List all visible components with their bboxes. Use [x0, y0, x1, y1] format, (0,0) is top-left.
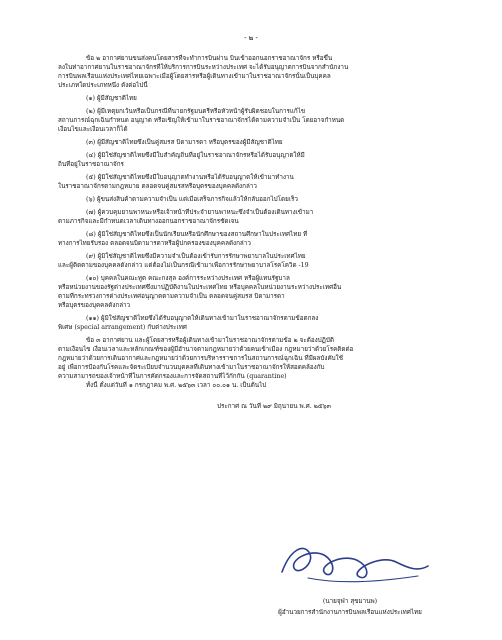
page-number: - ๒ -: [244, 34, 258, 42]
text-line: ข้อ ๓ อากาศยาน และผู้โดยสารหรือผู้เดินทางเข้ามาในราชอาณาจักรตามข้อ ๒ จะต้องปฏิบัติ: [86, 337, 334, 344]
text-line: พิเศษ (special arrangement) กับต่างประเทศ: [58, 324, 187, 331]
text-line: (๕) ผู้มิใช่สัญชาติไทยซึ่งมีใบอนุญาตทำงานหรือได้รับอนุญาตให้เข้ามาทำงาน: [86, 174, 294, 181]
text-line: (๑) ผู้มีสัญชาติไทย: [86, 95, 137, 102]
text-line: ถิ่นที่อยู่ในราชอาณาจักร: [58, 161, 124, 168]
text-line: ข้อ ๒ อากาศยานขนส่งคนโดยสารที่จะทำการบินผ่าน บินเข้าออกนอกราชอาณาจักร หรือขึ้น: [86, 55, 333, 62]
text-line: (๖) ผู้ขนส่งสินค้าตามความจำเป็น แต่เมื่อเสร็จภารกิจแล้วให้กลับออกไปโดยเร็ว: [86, 196, 298, 203]
text-line: ลงในท่าอากาศยานในราชอาณาจักรที่ให้บริการการบินระหว่างประเทศ จะได้รับอนุญาตการบินจากสำนักงาน: [58, 64, 349, 71]
signatory-title: ผู้อำนวยการสำนักงานการบินพลเรือนแห่งประเทศไทย: [278, 609, 422, 616]
text-line: ตามที่กระทรวงการต่างประเทศอนุญาตตามความจำเป็น ตลอดจนคู่สมรส บิดามารดา: [58, 293, 285, 300]
text-line: และผู้ติดตามของบุคคลดังกล่าว แต่ต้องไม่เป็นกรณีเข้ามาเพื่อการรักษาพยาบาลโรคโควิด -19: [58, 262, 309, 269]
announcement-body: [58, 54, 450, 411]
text-line: กฎหมายว่าด้วยการเดินอากาศและกฎหมายว่าด้วยการบริหารราชการในสถานการณ์ฉุกเฉิน ที่มีผลบังคับใช้: [58, 355, 344, 362]
text-line: การบินพลเรือนแห่งประเทศไทยเฉพาะเมื่อผู้โดยสารหรือผู้เดินทางเข้ามาในราชอาณาจักรนั้นเป็นบุคคล: [58, 73, 331, 80]
text-line: (๘) ผู้มิใช่สัญชาติไทยซึ่งเป็นนักเรียนหรือนักศึกษาของสถานศึกษาในประเทศไทย ที่: [86, 231, 308, 238]
text-line: ความสามารถของเจ้าหน้าที่ในการคัดกรองและการจัดสถานที่ไว้กักกัน (quarantine): [58, 373, 287, 380]
text-line: (๒) ผู้มีเหตุยกเว้นหรือเป็นกรณีที่นายกรัฐมนตรีหรือหัวหน้าผู้รับผิดชอบในการแก้ไข: [86, 108, 306, 115]
text-line: ประเภทใดประเภทหนึ่ง ดังต่อไปนี้: [58, 82, 148, 89]
section-gap: [58, 390, 450, 402]
text-line: ทั้งนี้ ตั้งแต่วันที่ ๑ กรกฎาคม พ.ศ. ๒๕๖๓ เวลา ๐๐.๐๑ น. เป็นต้นไป: [86, 382, 267, 389]
text-line: (๓) ผู้มีสัญชาติไทยซึ่งเป็นคู่สมรส บิดามารดา หรือบุตรของผู้มีสัญชาติไทย: [86, 139, 283, 146]
text-line: (๔) ผู้มิใช่สัญชาติไทยซึ่งมีใบสำคัญถิ่นที่อยู่ในราชอาณาจักรหรือได้รับอนุญาตให้มี: [86, 152, 305, 159]
text-line: ในราชอาณาจักรตามกฎหมาย ตลอดจนคู่สมรสหรือบุตรของบุคคลดังกล่าว: [58, 183, 257, 190]
signatory-name: (นายจุฬา สุขมานพ): [322, 598, 378, 605]
text-line: (๑๐) บุคคลในคณะทูต คณะกงสุล องค์การระหว่างประเทศ หรือผู้แทนรัฐบาล: [86, 275, 290, 282]
text-line: (๗) ผู้ควบคุมยานพาหนะหรือเจ้าหน้าที่ประจำยานพาหนะซึ่งจำเป็นต้องเดินทางเข้ามา: [86, 209, 314, 216]
text-line: ตามเงื่อนไข เงื่อนเวลาและหลักเกณฑ์ของผู้มีอำนาจตามกฎหมายว่าด้วยคนเข้าเมือง กฎหมายว่าด้วยโรคติดต่อ: [58, 346, 354, 353]
handwritten-signature: [268, 532, 438, 594]
text-line: หรือหน่วยงานของรัฐต่างประเทศซึ่งมาปฏิบัติงานในประเทศไทย หรือบุคคลในหน่วยงานระหว่างประเทศอื่น: [58, 284, 342, 291]
text-line: (๑๑) ผู้มิใช่สัญชาติไทยซึ่งได้รับอนุญาตให้เดินทางเข้ามาในราชอาณาจักรตามข้อตกลง: [86, 315, 319, 322]
text-line: ประกาศ ณ วันที่ ๒๙ มิถุนายน พ.ศ. ๒๕๖๓: [217, 403, 331, 410]
text-line: ทางการไทยรับรอง ตลอดจนบิดามารดาหรือผู้ปกครองของบุคคลดังกล่าว: [58, 240, 251, 247]
text-line: อยู่ เพื่อการป้องกันโรคและจัดระเบียบจำนวนบุคคลที่เดินทางเข้ามาในราชอาณาจักรให้สอดคล้องกับ: [58, 364, 325, 371]
text-line: ตามภารกิจและมีกำหนดเวลาเดินทางออกนอกราชอาณาจักรชัดเจน: [58, 218, 239, 225]
text-line: หรือบุตรของบุคคลดังกล่าว: [58, 302, 131, 309]
text-line: (๙) ผู้มิใช่สัญชาติไทยซึ่งมีความจำเป็นต้องเข้ารับการรักษาพยาบาลในประเทศไทย: [86, 253, 306, 260]
text-line: เงื่อนไขและเงื่อนเวลาก็ได้: [58, 126, 128, 133]
text-line: สถานการณ์ฉุกเฉินกำหนด อนุญาต หรือเชิญให้เข้ามาในราชอาณาจักรได้ตามความจำเป็น โดยอาจกำหนด: [58, 117, 345, 124]
